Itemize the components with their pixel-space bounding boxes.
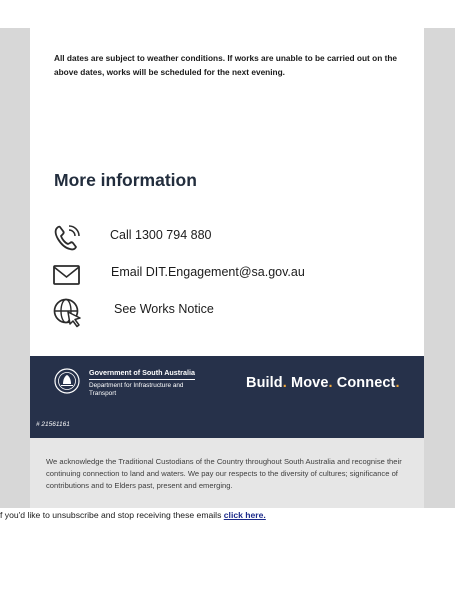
slogan-dot: . — [328, 375, 333, 391]
phone-icon — [52, 224, 82, 252]
web-globe-icon — [52, 297, 84, 329]
government-crest-icon — [54, 368, 80, 394]
slogan-dot: . — [282, 375, 287, 391]
unsubscribe-line — [0, 510, 266, 520]
slogan — [246, 375, 400, 391]
slogan-move: Move — [291, 375, 329, 391]
government-title: Government of South Australia — [89, 368, 195, 380]
unsubscribe-text: f you'd like to unsubscribe and stop receiving these emails — [0, 510, 224, 520]
works-notice-label: See Works Notice — [114, 302, 214, 316]
slogan-connect: Connect — [336, 375, 396, 391]
weather-notice: All dates are subject to weather conditions. If works are unable to be carried out on the above dates, works will be scheduled for the next evening. — [54, 53, 398, 77]
email-icon — [52, 264, 82, 286]
call-label: Call 1300 794 880 — [110, 228, 212, 242]
more-information-heading: More information — [54, 170, 197, 190]
acknowledgement-text: We acknowledge the Traditional Custodians of the Country throughout South Australia and recognise their continuing connection to land and waters. We pay our respects to the diversity of cultures; significance of contributions and to Elders past, present and emerging. — [46, 457, 402, 490]
reference-number: # 21561161 — [36, 421, 70, 428]
email-label: Email DIT.Engagement@sa.gov.au — [111, 265, 305, 279]
unsubscribe-link[interactable]: click here. — [223, 510, 266, 520]
slogan-build: Build — [246, 375, 283, 391]
slogan-dot: . — [395, 375, 400, 391]
department-name: Department for Infrastructure and Transport — [89, 382, 184, 397]
